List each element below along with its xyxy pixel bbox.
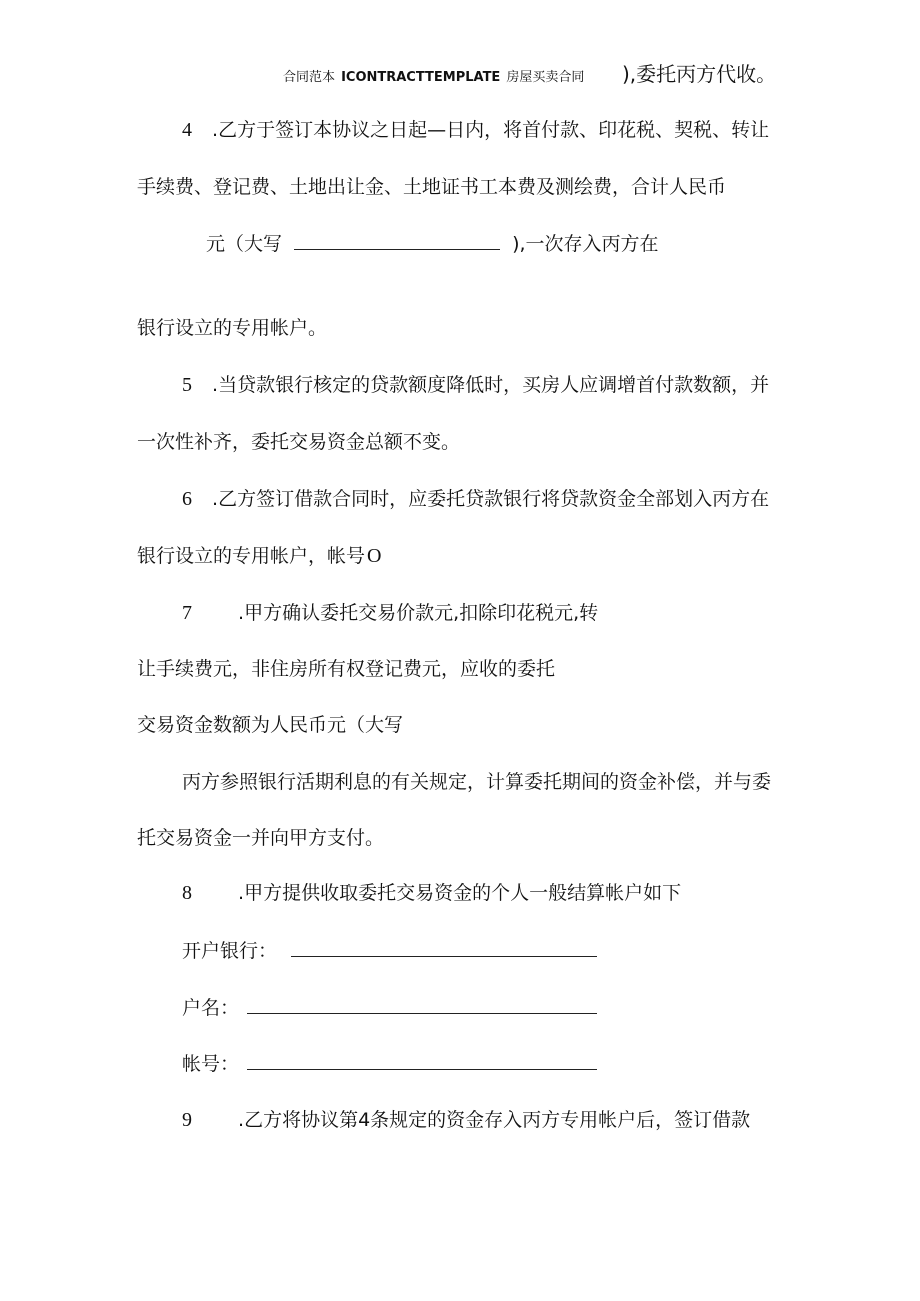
clause-8-number: 8 <box>182 882 192 904</box>
clause-7-line-3: 交易资金数额为人民币元（大写 <box>137 714 404 736</box>
clause-4-deposit-text: ),一次存入丙方在 <box>512 233 659 255</box>
clause-4-line-3 <box>206 231 659 256</box>
clause-6-text: .乙方签订借款合同时，应委托贷款银行将贷款资金全部划入丙方在 <box>212 488 770 510</box>
clause-6-number: 6 <box>182 488 192 510</box>
clause-7-line-4: 丙方参照银行活期利息的有关规定，计算委托期间的资金补偿，并与委 <box>182 771 772 793</box>
clause-4-line-1 <box>182 118 769 142</box>
clause-6-period: O <box>367 545 382 567</box>
clause-8-line-1 <box>182 881 681 905</box>
clause-5-line-1 <box>182 373 769 397</box>
account-number-label: 帐号： <box>182 1053 240 1075</box>
clause-6-line-2 <box>137 544 381 568</box>
header-title: 房屋买卖合同 <box>506 70 585 85</box>
header-brand: ICONTRACTTEMPLATE <box>341 70 501 85</box>
clause-4-line-4: 银行设立的专用帐户。 <box>137 317 328 339</box>
header-continuation: ),委托丙方代收。 <box>622 62 777 86</box>
clause-7-text: .甲方确认委托交易价款元,扣除印花税元,转 <box>238 602 599 624</box>
clause-7-line-1 <box>182 601 598 625</box>
header-prefix: 合同范本 <box>283 70 336 85</box>
clause-9-text: .乙方将协议第4条规定的资金存入丙方专用帐户后，签订借款 <box>238 1109 751 1131</box>
clause-7-line-2: 让手续费元，非住房所有权登记费元，应收的委托 <box>137 658 556 680</box>
clause-7-line-5: 托交易资金一并向甲方支付。 <box>137 827 385 849</box>
clause-8-name-row <box>182 995 597 1020</box>
clause-7-number: 7 <box>182 602 192 624</box>
clause-5-number: 5 <box>182 374 192 396</box>
clause-4-text: .乙方于签订本协议之日起—日内，将首付款、印花税、契税、转让 <box>212 119 770 141</box>
clause-6-account-text: 银行设立的专用帐户，帐号 <box>137 545 366 567</box>
clause-8-account-row <box>182 1051 597 1076</box>
bank-input[interactable] <box>291 938 597 957</box>
clause-6-line-1 <box>182 487 769 511</box>
page-header <box>283 63 584 90</box>
clause-4-amount-caps-blank[interactable] <box>294 231 500 250</box>
account-name-label: 户名： <box>182 997 240 1019</box>
clause-9-number: 9 <box>182 1109 192 1131</box>
clause-9-line-1 <box>182 1108 750 1132</box>
account-number-input[interactable] <box>247 1051 597 1070</box>
clause-4-number: 4 <box>182 119 192 141</box>
clause-4-line-2: 手续费、登记费、土地出让金、土地证书工本费及测绘费，合计人民币 <box>137 176 727 198</box>
clause-5-text: .当贷款银行核定的贷款额度降低时，买房人应调增首付款数额，并 <box>212 374 770 396</box>
clause-4-amount-caps-label: 元（大写 <box>206 233 283 255</box>
clause-8-bank-row <box>182 938 597 963</box>
clause-5-line-2: 一次性补齐，委托交易资金总额不变。 <box>137 431 461 453</box>
account-name-input[interactable] <box>247 995 597 1014</box>
clause-8-text: .甲方提供收取委托交易资金的个人一般结算帐户如下 <box>238 882 682 904</box>
bank-label: 开户银行： <box>182 940 278 962</box>
